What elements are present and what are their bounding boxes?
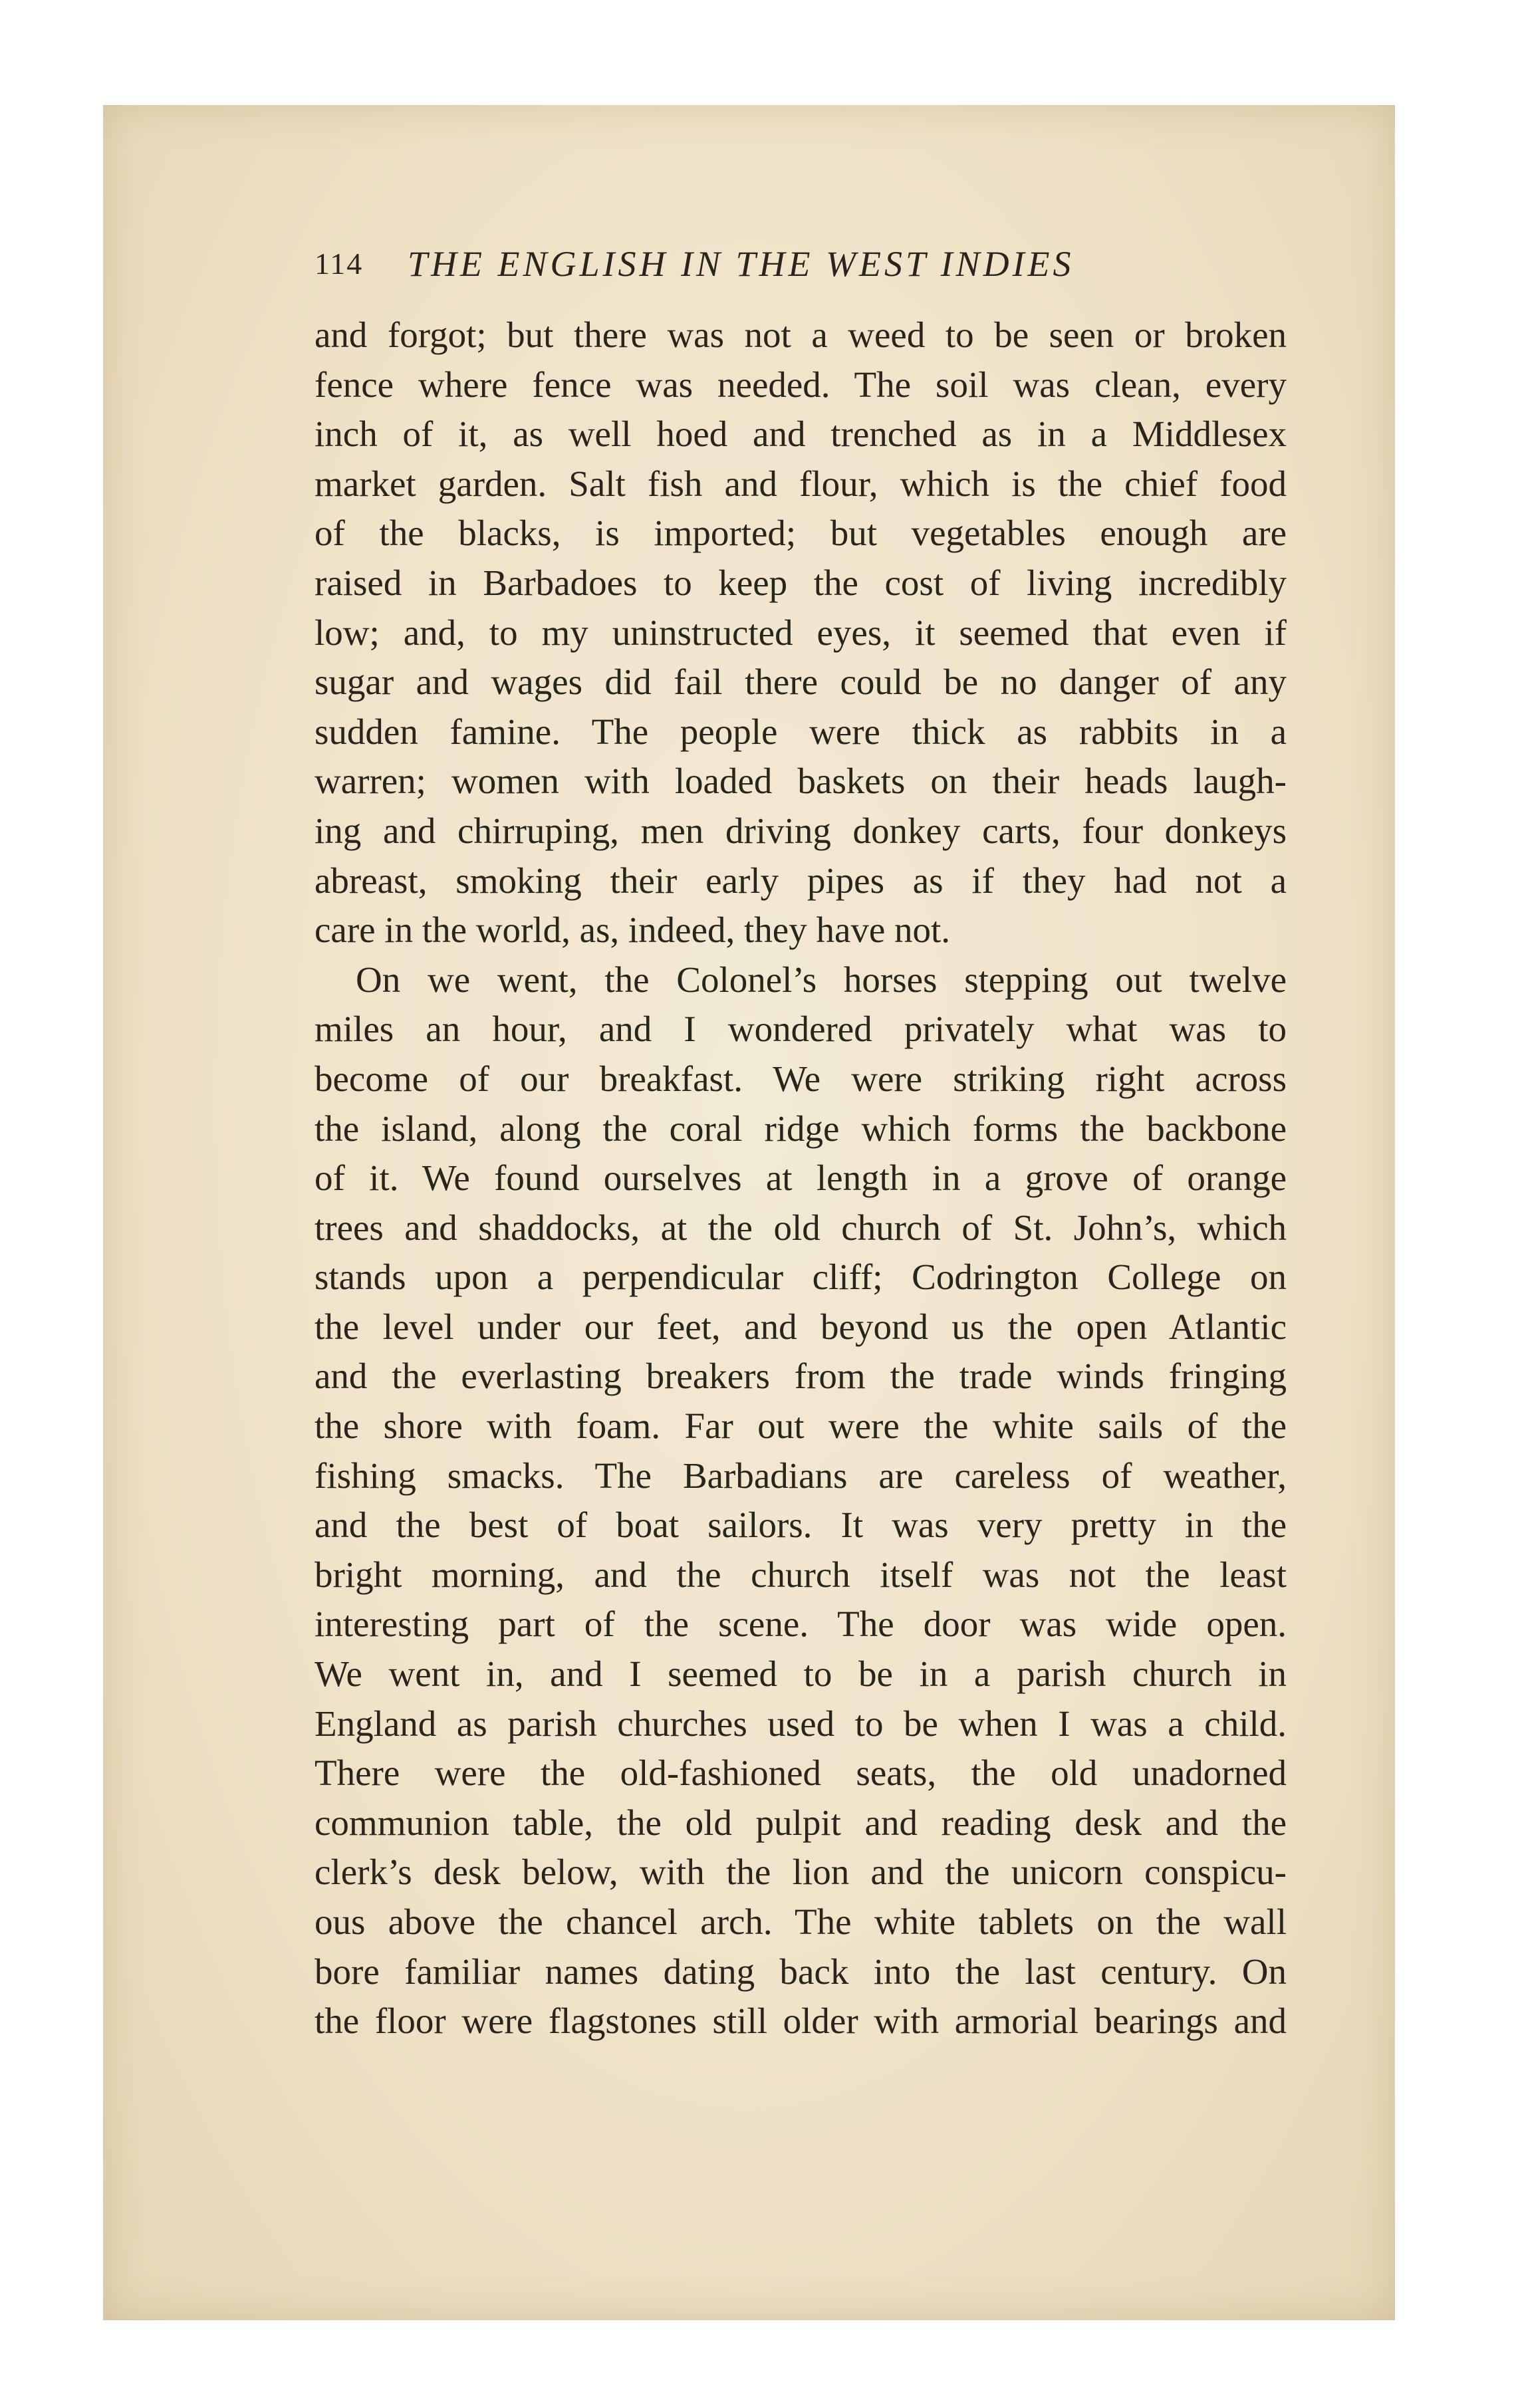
page-number: 114 — [315, 247, 364, 281]
text-line: abreast, smoking their early pipes as if they had not a — [315, 860, 1287, 901]
text-line: market garden. Salt fish and flour, which is the chief food — [315, 463, 1287, 504]
text-line: the floor were flagstones still older with armorial bearings and — [315, 2000, 1287, 2042]
text-line: stands upon a perpendicular cliff; Codrington College on — [315, 1257, 1287, 1298]
text-line: England as parish churches used to be when I was a child. — [315, 1703, 1287, 1744]
text-line: inch of it, as well hoed and trenched as in a Middlesex — [315, 414, 1287, 455]
text-line: bright morning, and the church itself was not the least — [315, 1554, 1287, 1595]
text-line: sugar and wages did fail there could be no danger of any — [315, 662, 1287, 703]
text-line: raised in Barbadoes to keep the cost of living incredibly — [315, 562, 1287, 603]
text-line: trees and shaddocks, at the old church of St. John’s, which — [315, 1207, 1287, 1248]
text-line: There were the old-fashioned seats, the old unadorned — [315, 1752, 1287, 1794]
running-title: THE ENGLISH IN THE WEST INDIES — [408, 244, 1075, 284]
text-line: of it. We found ourselves at length in a grove of orange — [315, 1157, 1287, 1199]
text-line: We went in, and I seemed to be in a parish church in — [315, 1653, 1287, 1695]
paragraph-end-line: care in the world, as, indeed, they have not. — [315, 909, 951, 951]
text-line: the shore with foam. Far out were the white sails of the — [315, 1405, 1287, 1447]
text-line: bore familiar names dating back into the last century. On — [315, 1951, 1287, 1992]
text-line: communion table, the old pulpit and reading desk and the — [315, 1802, 1287, 1843]
paragraph-start-line: On we went, the Colonel’s horses stepping out twelve — [356, 959, 1287, 1000]
text-line: and the everlasting breakers from the trade winds fringing — [315, 1356, 1287, 1397]
text-line: the level under our feet, and beyond us the open Atlantic — [315, 1306, 1287, 1347]
body-text — [315, 310, 1287, 2046]
text-line: and the best of boat sailors. It was very pretty in the — [315, 1505, 1287, 1546]
text-line: sudden famine. The people were thick as rabbits in a — [315, 711, 1287, 752]
text-line: fence where fence was needed. The soil was clean, every — [315, 364, 1287, 405]
text-line: of the blacks, is imported; but vegetables enough are — [315, 513, 1287, 554]
text-line: and forgot; but there was not a weed to be seen or broken — [315, 314, 1287, 355]
text-line: clerk’s desk below, with the lion and the unicorn conspicu- — [315, 1852, 1287, 1893]
text-line: ing and chirruping, men driving donkey carts, four donkeys — [315, 810, 1287, 851]
text-line: the island, along the coral ridge which forms the backbone — [315, 1108, 1287, 1149]
text-line: miles an hour, and I wondered privately what was to — [315, 1009, 1287, 1050]
text-line: become of our breakfast. We were striking right across — [315, 1058, 1287, 1099]
text-line: interesting part of the scene. The door was wide open. — [315, 1604, 1287, 1645]
running-header — [315, 237, 1287, 291]
text-line: fishing smacks. The Barbadians are careless of weather, — [315, 1455, 1287, 1496]
text-line: low; and, to my uninstructed eyes, it seemed that even if — [315, 612, 1287, 653]
text-line: warren; women with loaded baskets on their heads laugh- — [315, 761, 1287, 802]
text-line: ous above the chancel arch. The white tablets on the wall — [315, 1901, 1287, 1942]
